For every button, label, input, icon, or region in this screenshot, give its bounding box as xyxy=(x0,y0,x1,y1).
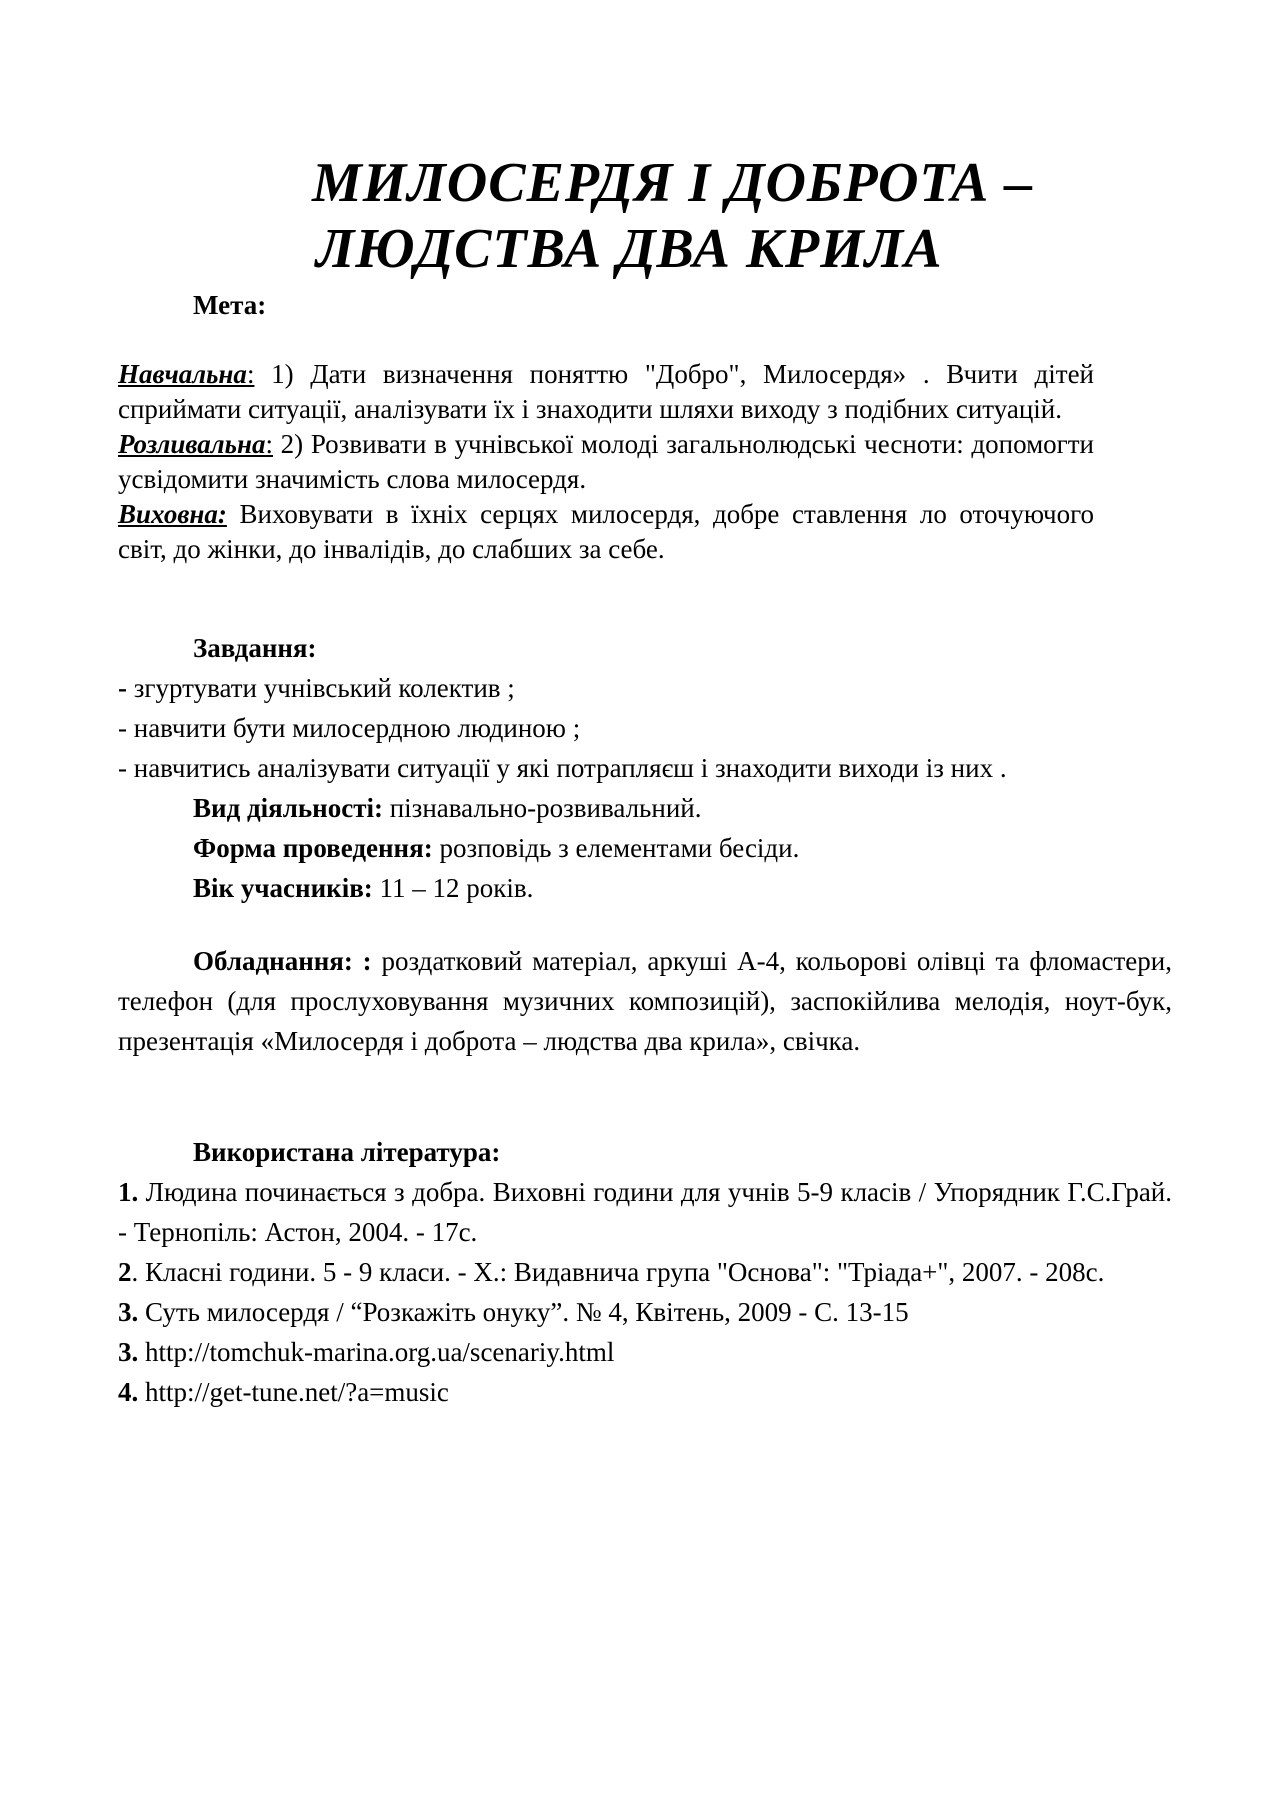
tasks-section xyxy=(118,628,1172,908)
goal-label: Розливальна xyxy=(118,429,266,459)
detail-value: розповідь з елементами бесіди. xyxy=(432,833,800,863)
literature-heading: Використана література: xyxy=(193,1137,501,1167)
detail-label: Вік учасників: xyxy=(193,873,373,903)
goal-text: Виховувати в їхніх серцях милосердя, добре ставлення ло оточуючого світ, до жінки, до інвалідів, до слабших за себе. xyxy=(118,499,1094,564)
equipment-section xyxy=(118,941,1172,1061)
detail-value: пізнавально-розвивальний. xyxy=(382,793,702,823)
task-item: - навчити бути милосердною людиною ; xyxy=(118,713,581,743)
item-number: 2 xyxy=(118,1257,132,1287)
goal-text: 2) Розвивати в учнівської молоді загальнолюдські чесноти: допомогти усвідомити значимість слова милосердя. xyxy=(118,429,1094,494)
literature-item xyxy=(118,1252,1172,1292)
document-title xyxy=(312,150,1033,282)
item-text: Людина починається з добра. Виховні години для учнів 5-9 класів / Упорядник Г.С.Грай. - Тернопіль: Астон, 2004. - 17с. xyxy=(118,1177,1172,1247)
item-link[interactable]: http://tomchuk-marina.org.ua/scenariy.html xyxy=(138,1337,615,1367)
goal-text: 1) Дати визначення поняттю "Добро", Милосердя» . Вчити дітей сприймати ситуації, аналізувати їх і знаходити шляхи виходу з подібних ситуацій. xyxy=(118,359,1094,424)
literature-item xyxy=(118,1292,1172,1332)
goal-heading: Мета: xyxy=(193,290,267,320)
literature-item xyxy=(118,1332,1172,1372)
goal-developmental xyxy=(118,427,1094,497)
goals-section xyxy=(118,357,1094,567)
detail-label: Вид діяльності: xyxy=(193,793,383,823)
equipment-value: роздатковий матеріал, аркуші А-4, кольорові олівці та фломастери, телефон (для прослуховування музичних композицій), заспокійлива мелодія, ноут-бук, презентація «Милосердя і доброта – людства два крила», свічка. xyxy=(118,946,1172,1056)
goal-label: Виховна: xyxy=(118,499,227,529)
equipment-paragraph xyxy=(118,941,1172,1061)
task-item: - навчитись аналізувати ситуації у які потрапляєш і знаходити виходи із них . xyxy=(118,753,1007,783)
goal-educational xyxy=(118,357,1094,427)
item-number: 3. xyxy=(118,1297,139,1327)
goal-sep: : xyxy=(265,429,273,459)
item-number: 1. xyxy=(118,1177,139,1207)
task-item: - згуртувати учнівський колектив ; xyxy=(118,673,515,703)
goal-label: Навчальна xyxy=(118,359,247,389)
tasks-heading: Завдання: xyxy=(193,633,317,663)
title-line-1: МИЛОСЕРДЯ І ДОБРОТА – xyxy=(312,152,1034,214)
literature-item xyxy=(118,1172,1172,1252)
task-text: навчити бути милосердною людиною ; xyxy=(133,713,581,743)
title-line-2: ЛЮДСТВА ДВА КРИЛА xyxy=(316,218,943,280)
literature-item xyxy=(118,1372,1172,1412)
detail-label: Форма проведення: xyxy=(193,833,433,863)
participants-age xyxy=(118,868,1172,908)
equipment-label: Обладнання: : xyxy=(193,946,372,976)
goal-upbringing xyxy=(118,497,1094,567)
literature-section xyxy=(118,1132,1172,1412)
item-link[interactable]: http://get-tune.net/?a=music xyxy=(138,1377,449,1407)
item-number: 3. xyxy=(118,1337,139,1367)
item-text: Суть милосердя / “Розкажіть онуку”. № 4, Квітень, 2009 - С. 13-15 xyxy=(138,1297,909,1327)
activity-type xyxy=(118,788,1172,828)
form-of-conduct xyxy=(118,828,1172,868)
item-text: . Класні години. 5 - 9 класи. - Х.: Видавнича група "Основа": "Тріада+", 2007. - 208с. xyxy=(131,1257,1105,1287)
goal-sep: : xyxy=(246,359,255,389)
detail-value: 11 – 12 років. xyxy=(372,873,534,903)
item-number: 4. xyxy=(118,1377,139,1407)
task-text: згуртувати учнівський колектив ; xyxy=(133,673,515,703)
task-text: навчитись аналізувати ситуації у які потрапляєш і знаходити виходи із них . xyxy=(133,753,1007,783)
